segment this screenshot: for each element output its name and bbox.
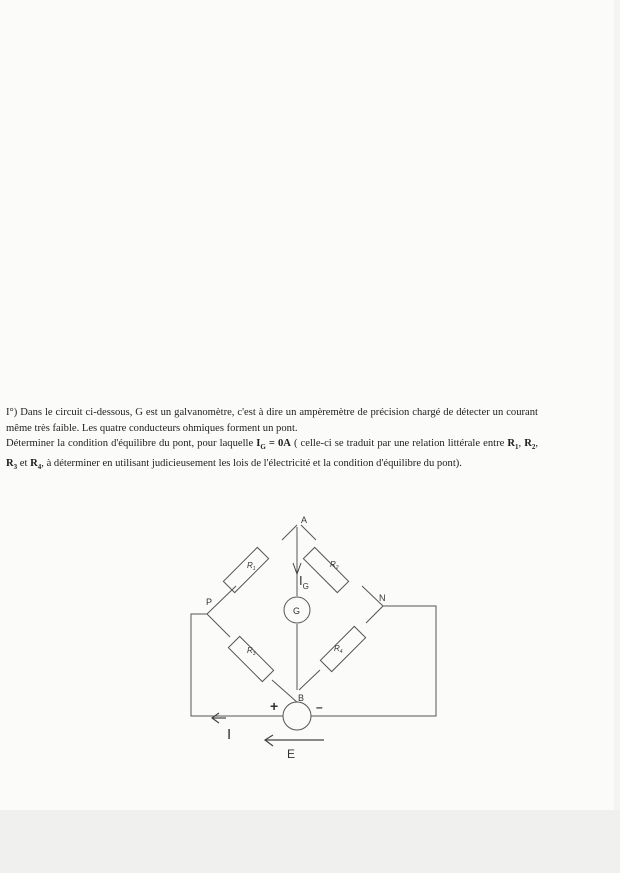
- r2-label: $R_2$: [330, 560, 339, 571]
- r1-label: $R_1$: [247, 561, 256, 572]
- node-p-label: P: [206, 597, 213, 607]
- ig-label: $I_G$: [299, 573, 309, 591]
- r4-label: $R_4$: [334, 644, 343, 655]
- problem-line1: I°) Dans le circuit ci-dessous, G est un galvanomètre, c'est à dire un ampèremètre de précision chargé de détecter un courant même très faible. Les quatre conducteurs ohmiques forment un pont.: [6, 407, 538, 434]
- generator: [283, 702, 311, 730]
- wire-n-loop: [311, 606, 436, 716]
- wire-r4-b: [299, 670, 320, 690]
- wire-n-r4: [366, 606, 383, 623]
- problem-line2-middle: ( celle-ci se traduit par une relation littérale entre: [290, 438, 508, 450]
- problem-paragraph: I°) Dans le circuit ci-dessous, G est un galvanomètre, c'est à dire un ampèremètre de précision chargé de détecter un courant même très faible. Les quatre conducteurs ohmiques forment un pont. Déterminer la condition d'équilibre du pont, pour laquelle $I_G = 0A$ ( celle-ci se traduit par une relation littérale entre $R_1$, $R_2$, $R_3$ et $R_4$, à déterminer en utilisant judicieusement les lois de l'électricité et la condition d'équilibre du pont).: [6, 407, 539, 471]
- wire-a-r2: [301, 525, 316, 540]
- r1-symbol: $R_1$: [507, 438, 519, 452]
- emf-label: E: [287, 747, 296, 761]
- minus-sign: –: [316, 700, 323, 714]
- r2-symbol: $R_2$: [524, 438, 536, 452]
- node-b-label: B: [298, 693, 305, 703]
- node-a-label: A: [301, 515, 308, 525]
- resistor-r2: [303, 547, 348, 592]
- resistor-r4: [320, 626, 365, 671]
- ig-symbol: $I_G = 0A$: [256, 438, 291, 452]
- wire-p-r3: [207, 614, 230, 637]
- resistor-r1: [223, 547, 268, 592]
- problem-line2-suffix: , à déterminer en utilisant judicieusement les lois de l'électricité et la condition d'équilibre du pont).: [41, 457, 462, 469]
- node-n-label: N: [379, 593, 386, 603]
- r4-symbol: $R_4$: [30, 457, 42, 471]
- resistor-r3: [228, 636, 273, 681]
- problem-line2-prefix: Déterminer la condition d'équilibre du pont, pour laquelle: [6, 438, 257, 450]
- galvanometer-label: G: [293, 606, 301, 616]
- r3-symbol: $R_3$: [6, 457, 18, 471]
- current-label: I: [227, 726, 232, 743]
- plus-sign: +: [270, 698, 279, 714]
- wire-a-r1: [282, 525, 297, 540]
- r3-label: $R_3$: [247, 646, 256, 657]
